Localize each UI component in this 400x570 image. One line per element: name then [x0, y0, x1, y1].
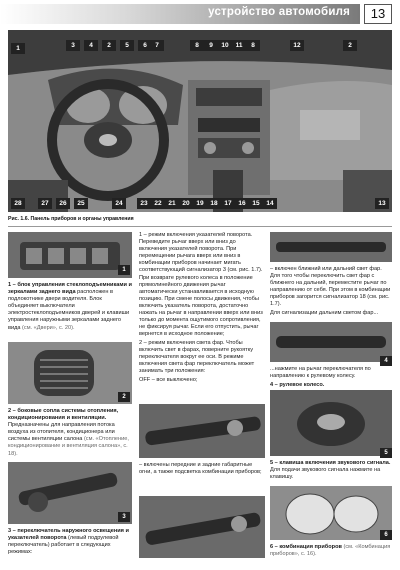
photo-badge: 1: [118, 265, 130, 275]
paragraph-window-control: [8, 282, 132, 332]
paragraph-parking-lights: – включены передние и задние габаритные огни, а также подсветка комбинации приборов;: [139, 462, 262, 476]
term-window-control: 1 – блок управления стеклоподъемниками и зеркалами заднего вида: [8, 282, 132, 296]
callout-label: 19: [193, 198, 207, 209]
callout-label: 1: [11, 43, 25, 54]
paragraph-light-switch: [8, 528, 132, 556]
callout-label: 10: [218, 40, 232, 51]
callout-label: 9: [204, 40, 218, 51]
callout-label: 15: [249, 198, 263, 209]
paragraph-horn: [270, 460, 392, 481]
callout-label: 23: [137, 198, 151, 209]
paragraph-low-high-beam: – включен ближний или дальний свет фар. Для того чтобы переключить свет фар с ближнего на дальний, переместите рычаг по направлению от себя. При этом в комбинации приборов загорится сигнализатор 18 (см. рис. 1.7).: [270, 266, 391, 308]
desc-light-switch: (левый подрулевой переключатель) работает в следующих режимах:: [8, 535, 119, 556]
paragraph-steering-wheel: [270, 382, 392, 389]
caption-prefix: Рис. 1.6.: [8, 216, 30, 222]
column-1-text-c: [8, 528, 132, 558]
ref-cluster: (см. «Комбинация приборов», с. 16).: [270, 544, 391, 558]
photo-badge: 3: [118, 512, 130, 522]
callout-label: 24: [112, 198, 126, 209]
column-3-text-b: [270, 366, 392, 390]
column-3-text-c: [270, 460, 392, 483]
column-3-text-d: [270, 544, 392, 560]
ref-heating: (см. «Отопление, кондиционирование и вентиляция салона», с. 18).: [8, 436, 129, 457]
term-steering-wheel: 4 – рулевое колесо.: [270, 381, 325, 388]
callout-label: 12: [290, 40, 304, 51]
paragraph-turn-signals: 1 – режим включения указателей поворота. Переведите рычаг вверх или вниз до включения указателей поворота. При перемещении рычага вверх или вниз в комбинации приборов начинает мигать соответствующий сигнализатор 3 (см. рис. 1.7). При возврате рулевого колеса в положение прямолинейного движения рычаг автоматически устанавливается в исходную позицию. При смене полосы движения, чтобы включить указатель поворота, достаточно нажать на рычаг в направлении вверх или вниз только до момента ощутимого сопротивления, не фиксируя рычаг. Если его отпустить, рычаг вернется в исходное положение;: [139, 232, 263, 338]
term-light-switch: 3 – переключатель наружного освещения и указателей поворота: [8, 528, 129, 542]
column-1-text-a: [8, 282, 132, 333]
callout-label: 25: [74, 198, 88, 209]
headlights-lead: 2 – режим включения света фар.: [139, 339, 225, 346]
flash-switch-photo: [270, 322, 392, 362]
photo-badge: 5: [380, 448, 392, 458]
section-title: устройство автомобиля: [208, 6, 350, 18]
headlights-desc: Чтобы включить свет в фарах, поверните рукоятку переключателя вокруг ее оси. В режиме включения света фар переключатель может занимать три положения:: [139, 339, 255, 375]
paragraph-vents: [8, 408, 132, 458]
term-cluster: 6 – комбинация приборов: [270, 544, 342, 550]
column-2-text: [139, 232, 265, 385]
steering-wheel-photo: [270, 390, 392, 456]
term-horn: 5 – клавиша включения звукового сигнала.: [270, 460, 391, 466]
column-3-text-a: [270, 236, 392, 319]
callout-label: 8: [246, 40, 260, 51]
callout-label: 5: [120, 40, 134, 51]
dashboard-photo: [8, 30, 392, 212]
caption-text: Панель приборов и органы управления: [30, 216, 134, 222]
photo-badge: 4: [380, 356, 392, 366]
callout-label: 20: [179, 198, 193, 209]
callout-label: 13: [375, 198, 389, 209]
term-vents: 2 – боковые сопла системы отопления, кондиционирования и вентиляции.: [8, 408, 119, 422]
column-1-text-b: [8, 408, 132, 459]
desc-window-control: расположен в подлокотнике двери водителя. Блок объединяет выключатели электростеклоподъемников дверей и клавиши управления наружными зеркалами заднего вида: [8, 289, 130, 331]
callout-label: 22: [151, 198, 165, 209]
callout-label: 16: [235, 198, 249, 209]
switch-position-photo: [139, 404, 265, 458]
ref-doors: (см. «Двери», с. 20).: [20, 324, 75, 331]
callout-label: 14: [263, 198, 277, 209]
column-2-text-b: [139, 462, 265, 478]
instrument-cluster-photo: [270, 486, 392, 540]
callout-label: 17: [221, 198, 235, 209]
paragraph-off: OFF – все выключено;: [139, 376, 198, 383]
callout-label: 27: [38, 198, 52, 209]
callout-label: 8: [190, 40, 204, 51]
desc-vents: Предназначены для направления потока воздуха из отопителя, кондиционера или системы вентиляции салона: [8, 422, 115, 443]
headlight-switch-photo: [139, 496, 265, 558]
callout-label: 18: [207, 198, 221, 209]
desc-horn: Для подачи звукового сигнала нажмите на клавишу.: [270, 467, 381, 481]
page-header: [0, 0, 400, 26]
callout-label: 7: [150, 40, 164, 51]
window-control-photo: [8, 232, 132, 278]
figure-caption: [8, 216, 134, 222]
vent-photo: [8, 342, 132, 404]
divider-line: [8, 226, 392, 227]
paragraph-cluster: [270, 544, 392, 558]
callout-label: 3: [66, 40, 80, 51]
photo-badge: 6: [380, 530, 392, 540]
callout-label: 2: [102, 40, 116, 51]
callout-label: 2: [343, 40, 357, 51]
callout-label: 26: [56, 198, 70, 209]
callout-label: 28: [11, 198, 25, 209]
photo-badge: 2: [118, 392, 130, 402]
callout-label: 4: [84, 40, 98, 51]
light-switch-photo: [8, 462, 132, 524]
paragraph-headlights: [139, 340, 265, 375]
page-number: 13: [364, 4, 392, 24]
callout-label: 6: [138, 40, 152, 51]
callout-label: 21: [165, 198, 179, 209]
paragraph-beam-flash: Для сигнализации дальним светом фар...: [270, 310, 379, 317]
paragraph-flash-instr: ...нажмите на рычаг переключателя по направлению к рулевому колесу.: [270, 366, 371, 380]
callout-label: 11: [232, 40, 246, 51]
